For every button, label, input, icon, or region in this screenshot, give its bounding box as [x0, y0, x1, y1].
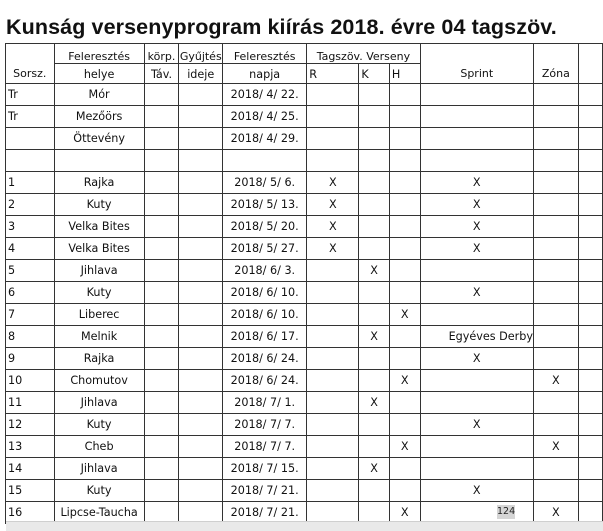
extra-cell: [578, 414, 602, 436]
table-row: [6, 260, 603, 282]
extra-cell: [578, 326, 602, 348]
zona-cell: [533, 172, 578, 194]
korp-cell: [144, 238, 179, 260]
sprint-cell: [420, 304, 533, 326]
k-cell: [359, 172, 390, 194]
k-cell: [359, 436, 390, 458]
korp-cell: [144, 194, 179, 216]
h-cell: [389, 238, 420, 260]
korp-cell: [144, 304, 179, 326]
sprint-cell: [420, 370, 533, 392]
sprint-cell: [420, 260, 533, 282]
korp-cell: [144, 106, 179, 128]
r-cell: [307, 414, 359, 436]
date-cell: 2018/ 6/ 24.: [223, 370, 307, 392]
table-row: [6, 304, 603, 326]
row-number: 1: [6, 172, 55, 194]
h-cell: X: [389, 370, 420, 392]
date-cell: 2018/ 5/ 13.: [223, 194, 307, 216]
r-cell: [307, 392, 359, 414]
gyujt-cell: [179, 238, 223, 260]
date-cell: 2018/ 7/ 7.: [223, 414, 307, 436]
h-cell: [389, 480, 420, 502]
extra-cell: [578, 348, 602, 370]
h-cell: [389, 172, 420, 194]
zona-cell: [533, 304, 578, 326]
header-tagszov: Tagszöv. Verseny: [307, 44, 420, 64]
date-cell: 2018/ 7/ 21.: [223, 480, 307, 502]
header-gyujt-2: ideje: [179, 64, 223, 84]
extra-cell: [578, 392, 602, 414]
sprint-cell: X: [420, 238, 533, 260]
extra-cell: [578, 480, 602, 502]
gyujt-cell: [179, 260, 223, 282]
zona-cell: [533, 106, 578, 128]
place-cell: Jihlava: [54, 458, 144, 480]
place-cell: Öttevény: [54, 128, 144, 150]
table-row: [6, 84, 603, 106]
sprint-cell: [420, 84, 533, 106]
date-cell: 2018/ 6/ 10.: [223, 282, 307, 304]
page-tab[interactable]: 124: [497, 506, 516, 517]
header-empty: [578, 44, 602, 84]
row-number: Tr: [6, 106, 55, 128]
place-cell: Jihlava: [54, 260, 144, 282]
h-cell: [389, 106, 420, 128]
korp-cell: [144, 480, 179, 502]
header-h: H: [389, 64, 420, 84]
gyujt-cell: [179, 106, 223, 128]
row-number: 8: [6, 326, 55, 348]
sprint-cell: X: [420, 282, 533, 304]
place-cell: Melnik: [54, 326, 144, 348]
table-row: [6, 480, 603, 502]
r-cell: X: [307, 238, 359, 260]
gyujt-cell: [179, 128, 223, 150]
row-number: [6, 150, 55, 172]
row-number: Tr: [6, 84, 55, 106]
zona-cell: [533, 216, 578, 238]
k-cell: [359, 370, 390, 392]
extra-cell: [578, 436, 602, 458]
gyujt-cell: [179, 348, 223, 370]
r-cell: [307, 260, 359, 282]
header-sprint: Sprint: [420, 44, 533, 84]
zona-cell: [533, 194, 578, 216]
zona-cell: [533, 84, 578, 106]
place-cell: Rajka: [54, 348, 144, 370]
korp-cell: [144, 260, 179, 282]
r-cell: [307, 106, 359, 128]
place-cell: Velka Bites: [54, 216, 144, 238]
k-cell: [359, 216, 390, 238]
korp-cell: [144, 370, 179, 392]
zona-cell: [533, 238, 578, 260]
zona-cell: [533, 326, 578, 348]
extra-cell: [578, 458, 602, 480]
sprint-cell: [420, 128, 533, 150]
k-cell: [359, 414, 390, 436]
place-cell: Kuty: [54, 194, 144, 216]
table-row: [6, 348, 603, 370]
sprint-cell: [420, 392, 533, 414]
place-cell: [54, 150, 144, 172]
k-cell: [359, 304, 390, 326]
date-cell: 2018/ 5/ 6.: [223, 172, 307, 194]
gyujt-cell: [179, 172, 223, 194]
h-cell: [389, 260, 420, 282]
table-row: [6, 458, 603, 480]
sprint-cell: Egyéves Derby: [420, 326, 533, 348]
r-cell: [307, 150, 359, 172]
document-title: Kunság versenyprogram kiírás 2018. évre 04 tagszöv.: [6, 15, 557, 39]
zona-cell: [533, 150, 578, 172]
date-cell: [223, 150, 307, 172]
zona-cell: [533, 392, 578, 414]
h-cell: X: [389, 502, 420, 524]
h-cell: X: [389, 436, 420, 458]
r-cell: [307, 326, 359, 348]
k-cell: X: [359, 260, 390, 282]
sprint-cell: [420, 458, 533, 480]
sprint-cell: X: [420, 480, 533, 502]
sprint-cell: [420, 150, 533, 172]
r-cell: [307, 458, 359, 480]
h-cell: [389, 216, 420, 238]
table-row: [6, 150, 603, 172]
row-number: 16: [6, 502, 55, 524]
date-cell: 2018/ 6/ 3.: [223, 260, 307, 282]
place-cell: Mór: [54, 84, 144, 106]
row-number: 13: [6, 436, 55, 458]
h-cell: [389, 84, 420, 106]
row-number: 12: [6, 414, 55, 436]
korp-cell: [144, 216, 179, 238]
row-number: 3: [6, 216, 55, 238]
korp-cell: [144, 172, 179, 194]
extra-cell: [578, 260, 602, 282]
r-cell: [307, 348, 359, 370]
extra-cell: [578, 172, 602, 194]
date-cell: 2018/ 6/ 17.: [223, 326, 307, 348]
k-cell: [359, 480, 390, 502]
header-zona: Zóna: [533, 44, 578, 84]
row-number: 11: [6, 392, 55, 414]
sprint-cell: X: [420, 216, 533, 238]
extra-cell: [578, 150, 602, 172]
place-cell: Kuty: [54, 282, 144, 304]
row-number: 15: [6, 480, 55, 502]
gyujt-cell: [179, 392, 223, 414]
header-napja-2: napja: [223, 64, 307, 84]
header-k: K: [359, 64, 390, 84]
r-cell: [307, 480, 359, 502]
r-cell: [307, 128, 359, 150]
date-cell: 2018/ 7/ 15.: [223, 458, 307, 480]
zona-cell: X: [533, 502, 578, 524]
row-number: [6, 128, 55, 150]
extra-cell: [578, 304, 602, 326]
header-korp-2: Táv.: [144, 64, 179, 84]
gyujt-cell: [179, 326, 223, 348]
row-number: 4: [6, 238, 55, 260]
row-number: 5: [6, 260, 55, 282]
k-cell: X: [359, 458, 390, 480]
header-row-1: [6, 44, 603, 64]
date-cell: 2018/ 7/ 1.: [223, 392, 307, 414]
schedule-table: [5, 43, 603, 524]
extra-cell: [578, 84, 602, 106]
date-cell: 2018/ 4/ 22.: [223, 84, 307, 106]
korp-cell: [144, 128, 179, 150]
header-r: R: [307, 64, 359, 84]
table-row: [6, 326, 603, 348]
row-number: 14: [6, 458, 55, 480]
k-cell: [359, 282, 390, 304]
date-cell: 2018/ 4/ 25.: [223, 106, 307, 128]
r-cell: [307, 84, 359, 106]
gyujt-cell: [179, 216, 223, 238]
korp-cell: [144, 84, 179, 106]
korp-cell: [144, 436, 179, 458]
k-cell: [359, 238, 390, 260]
table-row: [6, 106, 603, 128]
r-cell: [307, 436, 359, 458]
table-row: [6, 414, 603, 436]
place-cell: Jihlava: [54, 392, 144, 414]
extra-cell: [578, 128, 602, 150]
korp-cell: [144, 282, 179, 304]
sprint-cell: X: [420, 348, 533, 370]
k-cell: X: [359, 326, 390, 348]
h-cell: [389, 458, 420, 480]
zona-cell: [533, 260, 578, 282]
h-cell: X: [389, 304, 420, 326]
sprint-cell: [420, 436, 533, 458]
date-cell: 2018/ 6/ 24.: [223, 348, 307, 370]
table-row: [6, 216, 603, 238]
korp-cell: [144, 150, 179, 172]
r-cell: X: [307, 194, 359, 216]
header-sorsz: Sorsz.: [6, 44, 55, 84]
zona-cell: [533, 458, 578, 480]
k-cell: [359, 128, 390, 150]
zona-cell: [533, 480, 578, 502]
k-cell: [359, 150, 390, 172]
extra-cell: [578, 370, 602, 392]
row-number: 2: [6, 194, 55, 216]
table-row: [6, 436, 603, 458]
k-cell: [359, 84, 390, 106]
place-cell: Lipcse-Taucha: [54, 502, 144, 524]
extra-cell: [578, 216, 602, 238]
korp-cell: [144, 326, 179, 348]
h-cell: [389, 414, 420, 436]
r-cell: [307, 370, 359, 392]
date-cell: 2018/ 6/ 10.: [223, 304, 307, 326]
gyujt-cell: [179, 370, 223, 392]
korp-cell: [144, 392, 179, 414]
korp-cell: [144, 458, 179, 480]
place-cell: Chomutov: [54, 370, 144, 392]
table-row: [6, 392, 603, 414]
r-cell: X: [307, 216, 359, 238]
k-cell: [359, 106, 390, 128]
place-cell: Mezőörs: [54, 106, 144, 128]
sprint-cell: X: [420, 194, 533, 216]
gyujt-cell: [179, 304, 223, 326]
k-cell: X: [359, 392, 390, 414]
date-cell: 2018/ 4/ 29.: [223, 128, 307, 150]
table-row: [6, 370, 603, 392]
h-cell: [389, 150, 420, 172]
gyujt-cell: [179, 194, 223, 216]
row-number: 6: [6, 282, 55, 304]
h-cell: [389, 194, 420, 216]
gyujt-cell: [179, 480, 223, 502]
gyujt-cell: [179, 282, 223, 304]
date-cell: 2018/ 7/ 21.: [223, 502, 307, 524]
date-cell: 2018/ 7/ 7.: [223, 436, 307, 458]
extra-cell: [578, 194, 602, 216]
k-cell: [359, 348, 390, 370]
place-cell: Kuty: [54, 414, 144, 436]
h-cell: [389, 326, 420, 348]
header-napja-1: Feleresztés: [223, 44, 307, 64]
zona-cell: [533, 282, 578, 304]
sprint-cell: X: [420, 172, 533, 194]
date-cell: 2018/ 5/ 27.: [223, 238, 307, 260]
h-cell: [389, 348, 420, 370]
header-hely-1: Feleresztés: [54, 44, 144, 64]
table-row: [6, 238, 603, 260]
r-cell: X: [307, 172, 359, 194]
sprint-cell: [420, 106, 533, 128]
header-gyujt-1: Gyűjtés: [179, 44, 223, 64]
zona-cell: X: [533, 370, 578, 392]
gyujt-cell: [179, 150, 223, 172]
gyujt-cell: [179, 436, 223, 458]
h-cell: [389, 392, 420, 414]
sprint-cell: X: [420, 414, 533, 436]
zona-cell: [533, 128, 578, 150]
table-row: [6, 194, 603, 216]
r-cell: [307, 304, 359, 326]
row-number: 9: [6, 348, 55, 370]
table-row: [6, 172, 603, 194]
gyujt-cell: [179, 414, 223, 436]
place-cell: Rajka: [54, 172, 144, 194]
gyujt-cell: [179, 84, 223, 106]
date-cell: 2018/ 5/ 20.: [223, 216, 307, 238]
place-cell: Cheb: [54, 436, 144, 458]
extra-cell: [578, 106, 602, 128]
place-cell: Liberec: [54, 304, 144, 326]
r-cell: [307, 282, 359, 304]
h-cell: [389, 128, 420, 150]
zona-cell: [533, 348, 578, 370]
extra-cell: [578, 282, 602, 304]
k-cell: [359, 194, 390, 216]
header-hely-2: helye: [54, 64, 144, 84]
place-cell: Kuty: [54, 480, 144, 502]
table-row: [6, 282, 603, 304]
table-row: [6, 128, 603, 150]
korp-cell: [144, 348, 179, 370]
gyujt-cell: [179, 458, 223, 480]
zona-cell: [533, 414, 578, 436]
row-number: 10: [6, 370, 55, 392]
place-cell: Velka Bites: [54, 238, 144, 260]
extra-cell: [578, 238, 602, 260]
header-korp-1: körp.: [144, 44, 179, 64]
h-cell: [389, 282, 420, 304]
zona-cell: X: [533, 436, 578, 458]
row-number: 7: [6, 304, 55, 326]
korp-cell: [144, 414, 179, 436]
